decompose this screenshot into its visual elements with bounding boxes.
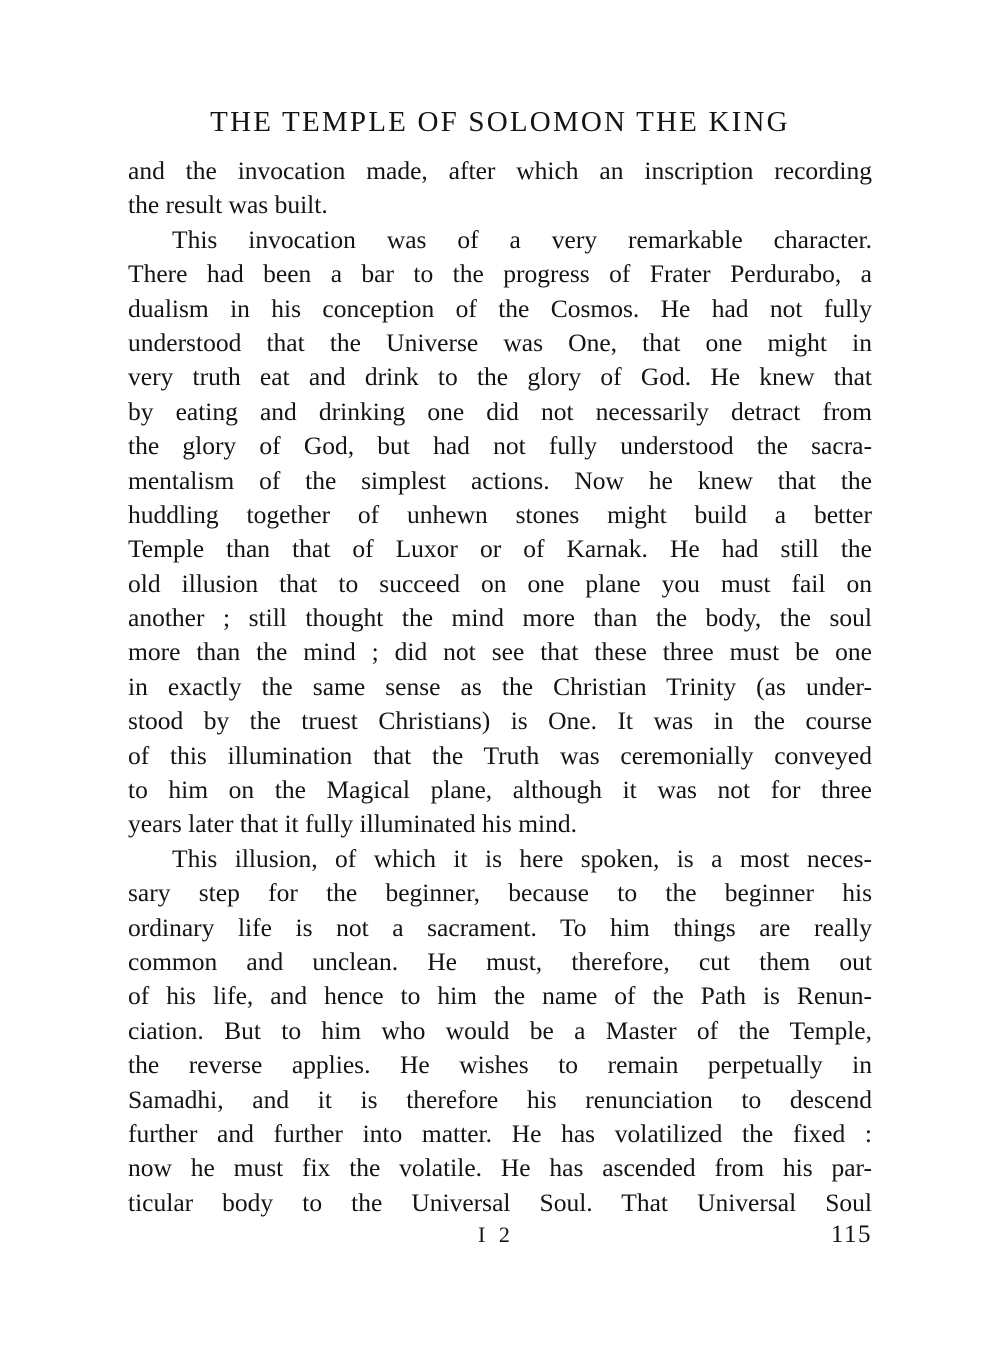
text-line: more than the mind ; did not see that these three must be one bbox=[128, 637, 872, 667]
text-line: in exactly the same sense as the Christian Trinity (as under- bbox=[128, 671, 872, 701]
text-line: ciation. But to him who would be a Master of the Temple, bbox=[128, 1015, 872, 1045]
text-line: understood that the Universe was One, that one might in bbox=[128, 327, 872, 357]
body-text bbox=[128, 154, 872, 1220]
signature-mark: I 2 bbox=[478, 1222, 514, 1247]
text-line: Samadhi, and it is therefore his renunciation to descend bbox=[128, 1084, 872, 1114]
text-line: mentalism of the simplest actions. Now he knew that the bbox=[128, 465, 872, 495]
text-line: sary step for the beginner, because to the beginner his bbox=[128, 878, 872, 908]
text-line: dualism in his conception of the Cosmos. He had not fully bbox=[128, 293, 872, 323]
text-line: This illusion, of which it is here spoken, is a most neces- bbox=[172, 843, 872, 873]
text-line: another ; still thought the mind more than the body, the soul bbox=[128, 603, 872, 633]
paragraph bbox=[128, 154, 872, 223]
text-line: of his life, and hence to him the name of the Path is Renun- bbox=[128, 981, 872, 1011]
text-line: years later that it fully illuminated his mind. bbox=[128, 809, 577, 839]
text-line: the reverse applies. He wishes to remain perpetually in bbox=[128, 1050, 872, 1080]
text-line: stood by the truest Christians) is One. It was in the course bbox=[128, 706, 872, 736]
text-line: Temple than that of Luxor or of Karnak. He had still the bbox=[128, 534, 872, 564]
text-line: There had been a bar to the progress of Frater Perdurabo, a bbox=[128, 259, 872, 289]
text-line: by eating and drinking one did not necessarily detract from bbox=[128, 396, 872, 426]
text-line: ticular body to the Universal Soul. That Universal Soul bbox=[128, 1187, 872, 1217]
text-line: ordinary life is not a sacrament. To him things are really bbox=[128, 912, 872, 942]
paragraph bbox=[128, 223, 872, 842]
text-line: of this illumination that the Truth was ceremonially conveyed bbox=[128, 740, 872, 770]
text-line: the glory of God, but had not fully understood the sacra- bbox=[128, 431, 872, 461]
text-line: and the invocation made, after which an inscription recording bbox=[128, 156, 872, 185]
text-line: to him on the Magical plane, although it was not for three bbox=[128, 775, 872, 805]
text-line: now he must fix the volatile. He has ascended from his par- bbox=[128, 1153, 872, 1183]
text-line: further and further into matter. He has volatilized the fixed : bbox=[128, 1118, 872, 1148]
text-line: the result was built. bbox=[128, 190, 328, 220]
page-footer bbox=[128, 1218, 872, 1252]
text-line: old illusion that to succeed on one plane you must fail on bbox=[128, 568, 872, 598]
paragraph bbox=[128, 842, 872, 1220]
text-line: common and unclean. He must, therefore, cut them out bbox=[128, 946, 872, 976]
text-line: huddling together of unhewn stones might build a better bbox=[128, 499, 872, 529]
running-head: THE TEMPLE OF SOLOMON THE KING bbox=[210, 106, 790, 138]
text-line: very truth eat and drink to the glory of God. He knew that bbox=[128, 362, 872, 392]
page-number: 115 bbox=[830, 1221, 872, 1248]
text-line: This invocation was of a very remarkable character. bbox=[172, 224, 872, 254]
